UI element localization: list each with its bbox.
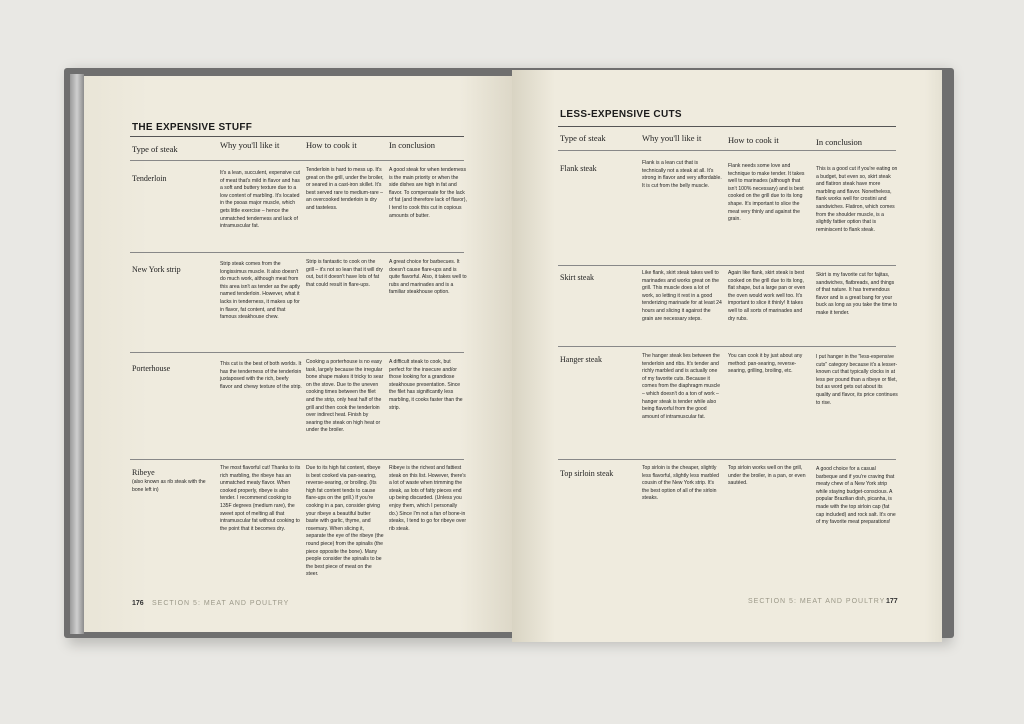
right-row-3-how: You can cook it by just about any method: pan-searing, reverse-searing, grilling, broiling, etc. [728, 353, 803, 375]
right-section-title: LESS-EXPENSIVE CUTS [560, 109, 682, 120]
left-row-3-how: Cooking a porterhouse is no easy task, largely because the irregular bone shape makes it tricky to sear on the stove. Due to the uneven cooking times between the filet and the strip, only heat half of the grill and then cook the tenderloin over indirect heat. Finish by searing the steak on high heat or under the broiler. [306, 359, 384, 434]
left-header-how: How to cook it [306, 140, 357, 150]
left-page [84, 76, 512, 632]
left-row-3-name: Porterhouse [132, 364, 171, 373]
right-row-2-how: Again like flank, skirt steak is best cooked on the grill due to its long, flat shape, but a large pan or even the oven would work well too. It's important to slice it thinly! It takes well to all sorts of marinades and dry rubs. [728, 270, 806, 322]
right-row-4-name: Top sirloin steak [560, 469, 614, 478]
right-title-rule [558, 126, 896, 127]
right-header-rule [558, 150, 896, 151]
right-row-4-why: Top sirloin is the cheaper, slightly less flavorful, slightly less marbled cousin of the New York strip. It's the best option of all of the sirloin steaks. [642, 465, 720, 502]
left-row-2-rule [130, 352, 464, 353]
right-header-why: Why you'll like it [642, 133, 702, 143]
left-row-3-why: This cut is the best of both worlds. It has the tenderness of the tenderloin juxtaposed with the rich, beefy flavor and chewy texture of the strip. [220, 361, 302, 390]
left-header-why: Why you'll like it [220, 140, 280, 150]
left-section-label: SECTION 5: MEAT AND POULTRY [152, 600, 290, 607]
left-header-rule [130, 160, 464, 161]
left-row-1-rule [130, 252, 464, 253]
left-row-4-why: The most flavorful cut! Thanks to its rich marbling, the ribeye has an unmatched meaty flavor. When cooked properly, ribeye is also tender. I recommend cooking to 135F degrees (medium rare), the sweet spot of melting all that intramuscular fat without cooking to the point that it becomes dry. [220, 465, 301, 532]
page-edges [70, 74, 84, 634]
left-row-3-rule [130, 459, 464, 460]
right-row-1-how: Flank needs some love and technique to make tender. It takes well to marinades (although that isn't 100% necessary) and is best cooked on the grill due to its long shape. It's important to slice the meat very thinly and against the grain. [728, 163, 805, 223]
right-page-number: 177 [886, 598, 898, 605]
right-row-4-how: Top sirloin works well on the grill, under the broiler, in a pan, or even sautéed. [728, 465, 806, 487]
left-header-conclusion: In conclusion [389, 140, 436, 150]
left-row-1-how: Tenderloin is hard to mess up. It's great on the grill, under the broiler, or seared in a cast-iron skillet. It's best served rare to medium-rare – an overcooked tenderloin is dry and tasteless. [306, 167, 384, 211]
right-header-how: How to cook it [728, 135, 779, 145]
right-row-1-name: Flank steak [560, 164, 597, 173]
left-title-rule [130, 136, 464, 137]
left-row-4-sub: (also known as rib steak with the bone left in) [132, 479, 206, 493]
left-row-4-how: Due to its high fat content, ribeye is best cooked via pan-searing, reverse-searing, or broiling. (Its high fat content tends to cause flare-ups on the grill.) If you're cooking in a pan, consider giving your ribeye a beautiful butter baste with garlic, thyme, and rosemary. When slicing it, separate the eye of the ribeye (the round piece) from the spinalis (the piece opposite the bone). Many people consider the spinalis to be the best piece of meat on the steer. [306, 465, 384, 578]
right-row-2-why: Like flank, skirt steak takes well to marinades and works great on the grill. This muscle does a lot of work, so letting it rest in a good tenderizing marinade for at least 24 hours and slicing it against the grain are necessary steps. [642, 270, 722, 322]
left-row-2-conclusion: A great choice for barbecues. It doesn't cause flare-ups and is quite flavorful. Also, it takes well to rubs and marinades and is a familiar steakhouse option. [389, 259, 467, 296]
left-page-number: 176 [132, 600, 144, 607]
left-row-2-why: Strip steak comes from the longissimus muscle. It also doesn't do much work, although meat from this area isn't as tender as the aptly named tenderloin. However, what it lacks in tenderness, it makes up for in flavor, fat content, and that famous steakhouse chew. [220, 261, 300, 321]
right-header-type: Type of steak [560, 133, 606, 143]
right-row-1-why: Flank is a lean cut that is technically not a steak at all. It's strong in flavor and very affordable. It is cut from the belly muscle. [642, 160, 722, 189]
right-row-3-why: The hanger steak lies between the tenderloin and ribs. It's tender and richly marbled and is actually one of my favorite cuts. Because it comes from the diaphragm muscle – which doesn't do a ton of work – hanger steak is tender while also being flavorful from the good amount of intramuscular fat. [642, 353, 721, 420]
right-row-3-name: Hanger steak [560, 355, 602, 364]
left-row-1-conclusion: A good steak for when tenderness is the main priority or when the side dishes are high in fat and flavor. To compensate for the lack of fat (and therefore lack of flavor), I tend to cook this cut in copious amounts of butter. [389, 167, 467, 219]
right-page [512, 70, 942, 642]
right-section-label: SECTION 5: MEAT AND POULTRY [748, 598, 886, 605]
left-section-title: THE EXPENSIVE STUFF [132, 122, 253, 133]
right-row-2-name: Skirt steak [560, 273, 594, 282]
right-row-1-conclusion: This is a good cut if you're eating on a budget, but even so, skirt steak and flatiron steak have more marbling and flavor. Nonetheless, flank works well for crostini and sandwiches. Flatiron, which comes from the shoulder muscle, is a slightly fattier option that is reminiscent to flank steak. [816, 166, 898, 233]
right-row-3-conclusion: I put hanger in the "less-expensive cuts" category because it's a lesser-known cut that typically clocks in at less per pound than a ribeye or filet, but as word gets out about its quality and flavor, its price continues to rise. [816, 354, 898, 406]
left-row-3-conclusion: A difficult steak to cook, but perfect for the insecure and/or those looking for a grandiose steakhouse presentation. Since the filet has significantly less marbling, it cooks faster than the strip. [389, 359, 463, 411]
left-row-4-conclusion: Ribeye is the richest and fattiest steak on this list. However, there's a lot of waste when trimming the steak, as lots of fatty pieces end up being discarded. (Unless you enjoy them, which I personally do.) Since I'm not a fan of bone-in steaks, I tend to go for ribeye over rib steak. [389, 465, 467, 532]
right-header-conclusion: In conclusion [816, 137, 863, 147]
left-row-4-name: Ribeye [132, 468, 155, 477]
right-row-2-conclusion: Skirt is my favorite cut for fajitas, sandwiches, flatbreads, and things of that nature. It has tremendous flavor and is a great bang for your buck as long as you take the time to make it tender. [816, 272, 898, 316]
right-row-2-rule [558, 346, 896, 347]
left-row-2-name: New York strip [132, 265, 181, 274]
right-row-3-rule [558, 459, 896, 460]
right-row-4-conclusion: A good choice for a casual barbeque and if you're craving that meaty chew of a New York strip while staying budget-conscious. A popular Brazilian dish, picanha, is made with the top sirloin cap (fat cap included) and rock salt. It's one of my favorite meat preparations! [816, 466, 896, 526]
left-row-1-name: Tenderloin [132, 174, 167, 183]
right-row-1-rule [558, 265, 896, 266]
left-row-1-why: It's a lean, succulent, expensive cut of meat that's mild in flavor and has a soft and buttery texture due to a low content of marbling. It's located in the psoas major muscle, which gets little exercise – hence the unmatched tenderness and lack of intramuscular fat. [220, 170, 300, 230]
left-row-2-how: Strip is fantastic to cook on the grill – it's not so lean that it will dry out, but it doesn't have lots of fat that could result in flare-ups. [306, 259, 383, 288]
left-header-type: Type of steak [132, 144, 178, 154]
